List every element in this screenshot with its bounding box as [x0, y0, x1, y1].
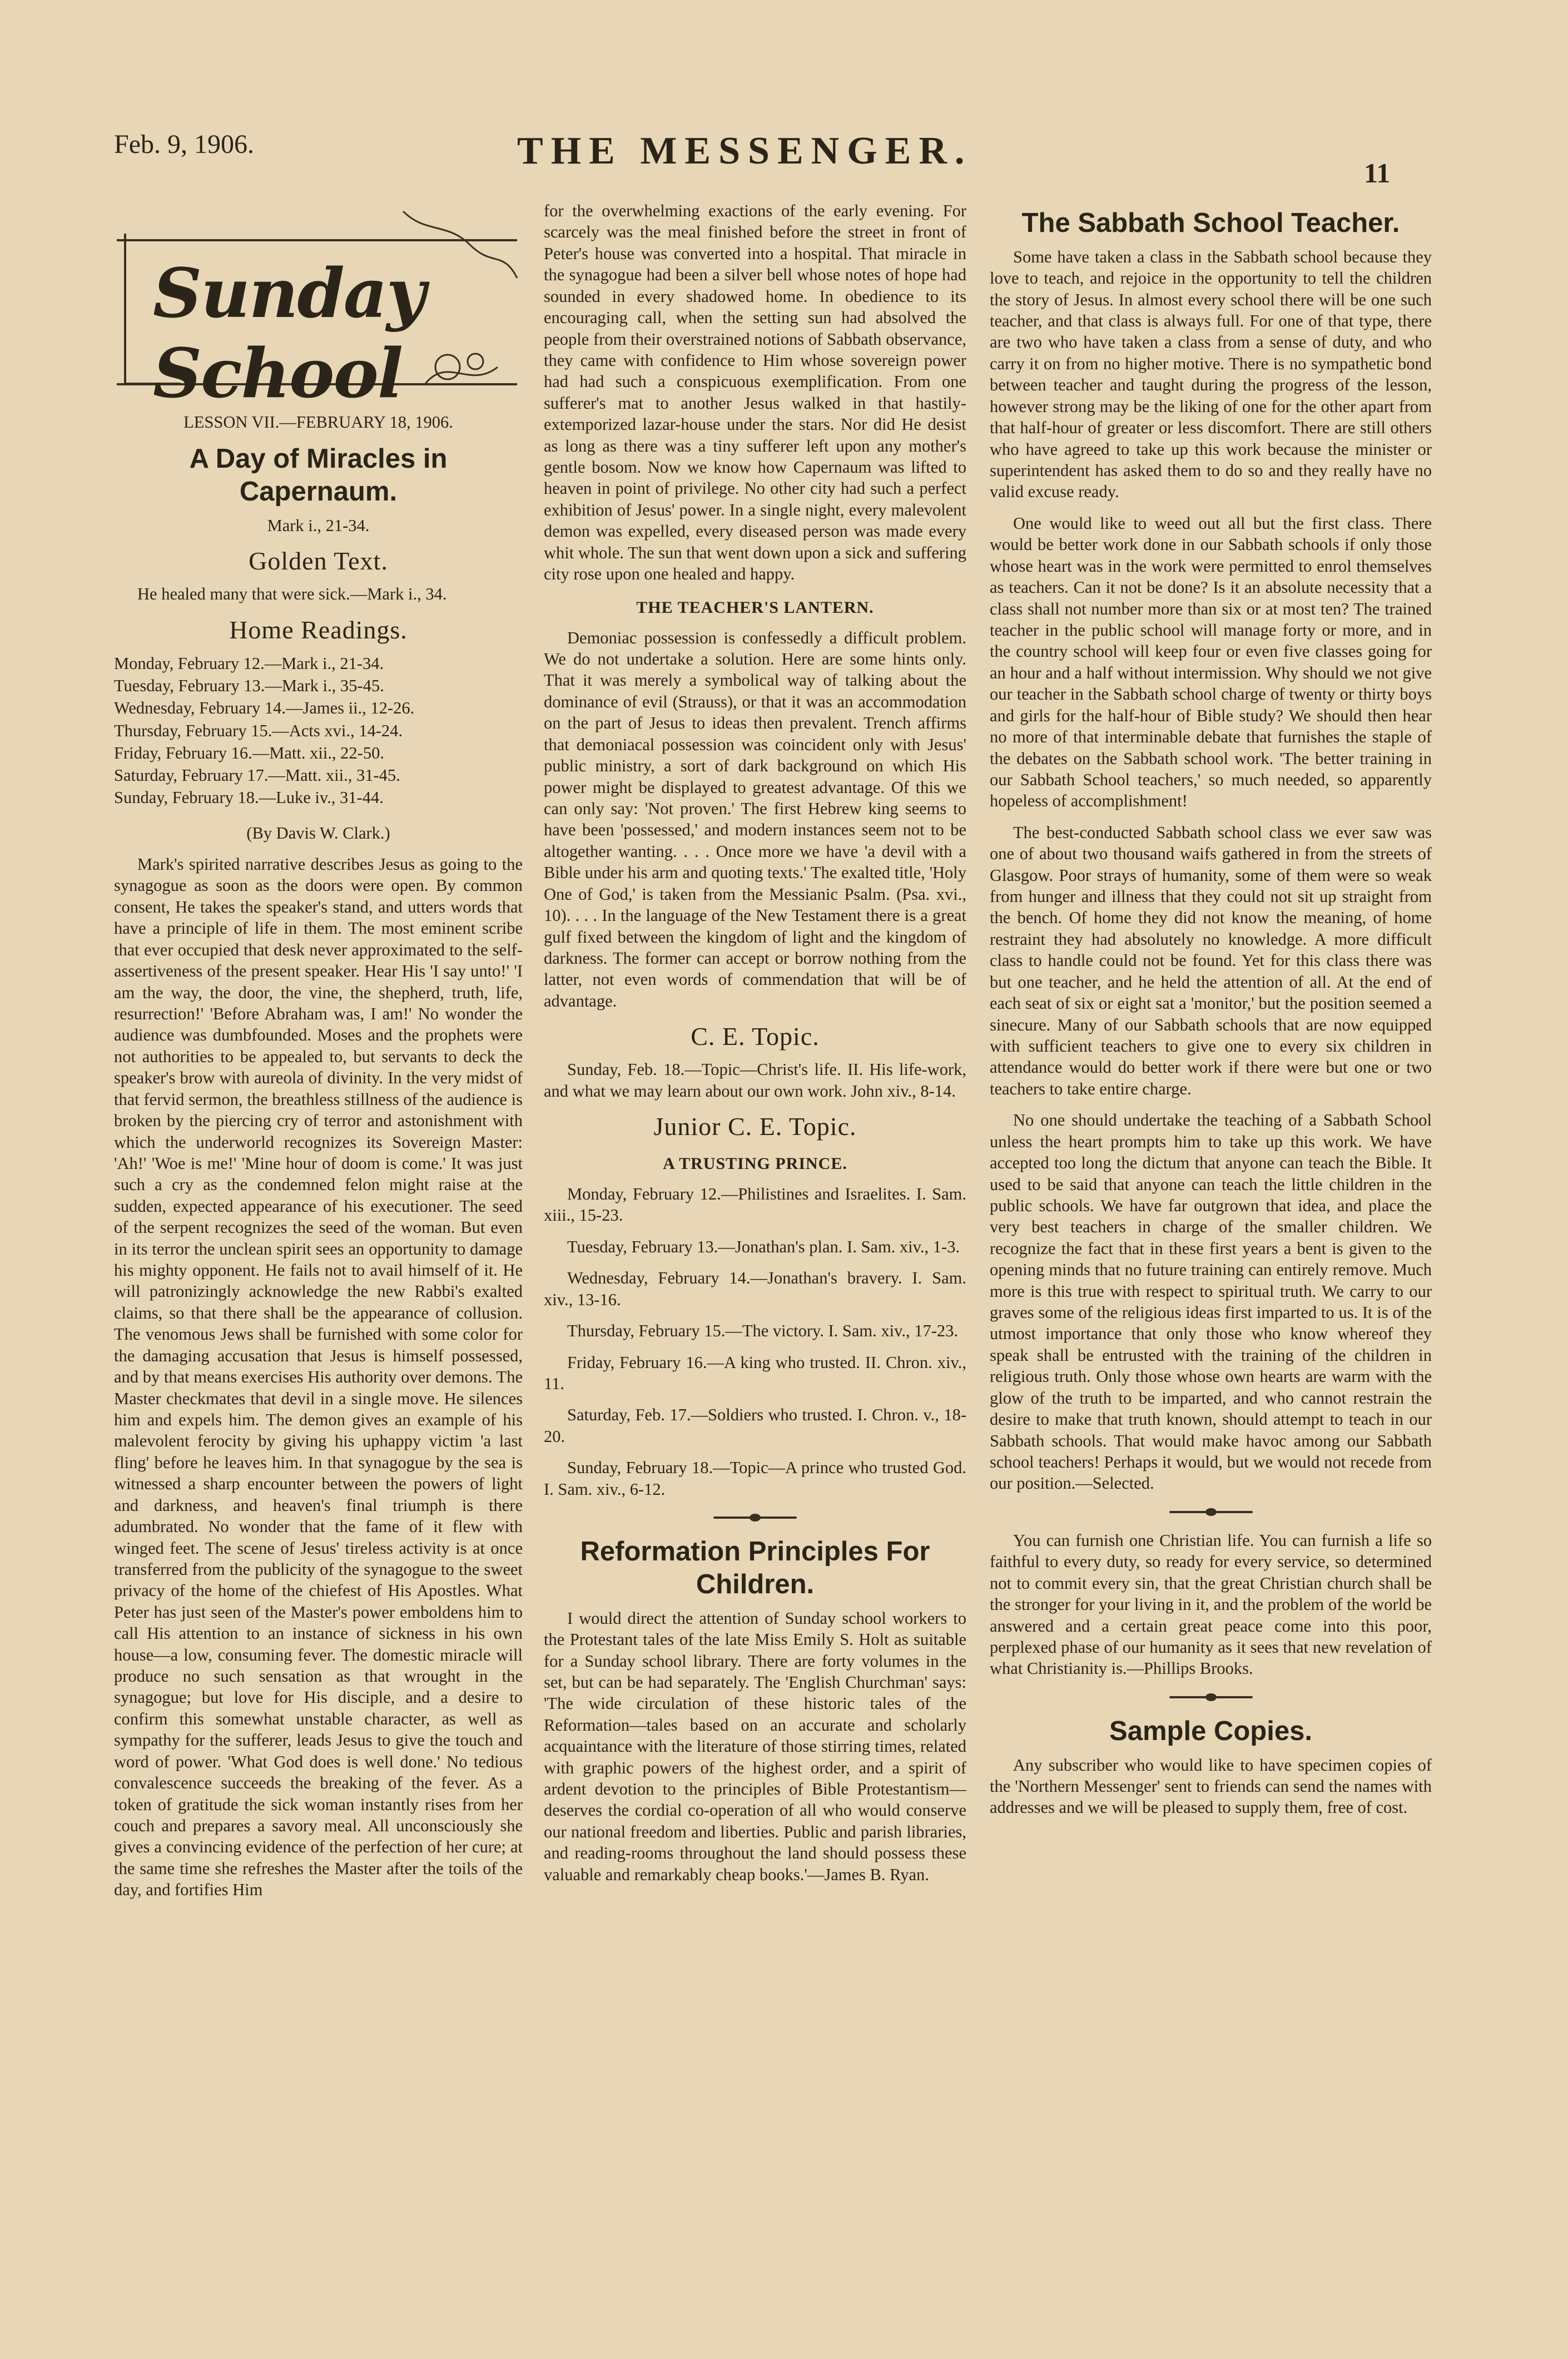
lesson-title: A Day of Miracles in Capernaum. [189, 444, 448, 507]
sabbath-para: One would like to weed out all but the first class. There would be better work done in our Sabbath schools if only those whose heart was in the work were permitted to enrol themselves as teachers. Can it not be done? Is it an absolute necessity that a class shall not number more than six or at most ten? The trained teacher in the public school will manage forty or more, and in the country school will keep four or even five classes going for an hour and a half without intermission. Why should we not give our teacher in the Sabbath school charge of twenty or thirty boys and girls for the half-hour of Bible study? We should then hear no more of that interminable debate that furnishes the staple of the debates on the Sabbath school work. 'The better training in our Sabbath School teachers,' so much needed, so apparently hopeless of accomplishment! [990, 513, 1432, 811]
junior-item: Saturday, Feb. 17.—Soldiers who trusted. I. Chron. v., 18-20. [544, 1405, 966, 1446]
ce-topic-heading: C. E. Topic. [691, 1022, 820, 1051]
junior-item: Sunday, February 18.—Topic—A prince who trusted God. I. Sam. xiv., 6-12. [544, 1458, 966, 1499]
sabbath-teacher-heading: The Sabbath School Teacher. [1021, 208, 1400, 238]
sunday-school-logo [114, 200, 523, 413]
logo-text: Sunday School [153, 253, 425, 413]
sabbath-para: The best-conducted Sabbath school class we ever saw was one of about two thousand waifs gathered in from the streets of Glasgow. Poor strays of humanity, some of them were so weak from hunger and illness that they could not sit up straight from the bench. Of home they did not know the meaning, of home restraint they had absolutely no knowledge. A more difficult class to handle could not be found. Yet for this class there was but one teacher, and he held the attention of all. At the end of each seat of six or eight sat a 'monitor,' but the position seemed a sinecure. Many of our Sabbath schools that are now equipped with sufficient teachers to give one to every six children in attendance would do better work if there were but one or two teachers to take entire charge. [990, 822, 1432, 1098]
home-readings-heading: Home Readings. [229, 615, 408, 644]
junior-item: Tuesday, February 13.—Jonathan's plan. I. Sam. xiv., 1-3. [567, 1237, 960, 1256]
reformation-body: I would direct the attention of Sunday school workers to the Protestant tales of the late Miss Emily S. Holt as suitable for a Sunday school library. There are forty volumes in the set, but can be had separately. The 'English Churchman' says: 'The wide circulation of these historic tales of the Reformation—tales based on an accurate and scholarly acquaintance with the literature of those stirring times, related with graphic powers of the highest order, and a spirit of ardent devotion to the principles of Bible Protestantism—deserves the cordial co-operation of all who would conserve our national freedom and liberties. Public and parish libraries, and reading-rooms throughout the land should possess these valuable and remarkably cheap books.'—James B. Ryan. [544, 1608, 966, 1884]
section-divider [713, 1516, 797, 1519]
scripture-ref: Mark i., 21-34. [267, 516, 370, 536]
reading-item: Monday, February 12.—Mark i., 21-34. [114, 653, 384, 673]
reading-item: Friday, February 16.—Matt. xii., 22-50. [114, 743, 384, 762]
section-divider [1169, 1696, 1253, 1698]
golden-text: He healed many that were sick.—Mark i., 34. [137, 584, 447, 604]
lantern-heading: THE TEACHER'S LANTERN. [636, 598, 874, 617]
newspaper-title: THE MESSENGER. [517, 130, 972, 172]
byline: (By Davis W. Clark.) [246, 823, 390, 842]
issue-date: Feb. 9, 1906. [114, 130, 254, 159]
junior-item: Friday, February 16.—A king who trusted. II. Chron. xiv., 11. [544, 1352, 966, 1393]
sample-copies-heading: Sample Copies. [1109, 1716, 1312, 1746]
sample-copies-text: Any subscriber who would like to have specimen copies of the 'Northern Messenger' sent to friends can send the names with addresses and we will be pleased to supply them, free of cost. [990, 1755, 1432, 1817]
junior-item: Wednesday, February 14.—Jonathan's bravery. I. Sam. xiv., 13-16. [544, 1268, 966, 1309]
sabbath-para: No one should undertake the teaching of a Sabbath School unless the heart prompts him to take up this work. We have accepted too long the dictum that anyone can teach the Bible. It used to be said that anyone can teach the little children in the public schools. We have far outgrown that idea, and place the very best teachers in charge of the smaller children. We recognize the fact that in these first years a bent is given to the opening minds that no future training can entirely remove. Much more is this true with respect to spiritual truth. We carry to our graves some of the religious ideas first imparted to us. It is of the utmost importance that only those who know whereof they speak shall be entrusted with the training of the children in religious truth. Only those whose own hearts are warm with the glow of the truth to be imparted, and who cannot restrain the desire to make that truth known, should attempt to teach in our Sabbath schools. That would make havoc among our Sabbath school teachers! Perhaps it would, but we would not recede from our position.—Selected. [990, 1111, 1432, 1493]
lesson-body: Mark's spirited narrative describes Jesus as going to the synagogue as soon as the doors were open. By common consent, He takes the speaker's stand, and utters words that have a principle of life in them. The most eminent scribe that ever occupied that desk never approximated to the self-assertiveness of the present speaker. Hear His 'I say unto!' 'I am the way, the door, the vine, the shepherd, truth, life, resurrection!' 'Before Abraham was, I am!' No wonder the audience was dumbfounded. Moses and the prophets were not authorities to be appealed to, but servants to deck the speaker's brow with aureola of divinity. In the very midst of that fervid sermon, the breathless stillness of the audience is broken by the piercing cry of terror and astonishment with which the underworld recognizes its Sovereign Master: 'Ah!' 'Woe is me!' 'Mine hour of doom is come.' It was just such a cry as the condemned felon might raise at the sudden, expected appearance of his executioner. The seed of the serpent recognizes the seed of the woman. But even in its terror the unclean spirit sees an opportunity to damage his mighty opponent. He fails not to avail himself of it. He will patronizingly acknowledge the new Rabbi's exalted claims, so that there shall be the appearance of collusion. The venomous Jews shall be furnished with some color for the damaging accusation that Jesus is himself possessed, and by that means exercises His authority over demons. The Master checkmates that devil in a single move. He silences him and expels him. The demon gives an example of his malevolent ferocity by giving his uphappy victim 'a last fling' before he leaves him. In that synagogue by the sea is witnessed a sharp encounter between the powers of light and darkness, and heaven's final triumph is there adumbrated. No wonder that the fame of it flew with winged feet. The scene of Jesus' tireless activity is at once transferred from the publicity of the synagogue to the sweet privacy of the home of the chiefest of His Apostles. What Peter has just seen of the Master's power emboldens him to call His attention to an instance of sickness in his own house—a low, consuming fever. The domestic miracle will produce no such sensation as that wrought in the synagogue; but love for His disciple, and a desire to confirm this somewhat unstable character, as well as sympathy for the sufferer, leads Jesus to give the touch and word of power. 'What God does is well done.' No tedious convalescence succeeds the breaking of the fever. As a token of gratitude the sick woman instantly rises from her couch and prepares a savory meal. All unconsciously she gives a convincing evidence of the perfection of her cure; at the same time she refreshes the Master after the toils of the day, and fortifies Him [114, 855, 523, 1900]
lesson-body-continued: for the overwhelming exactions of the early evening. For scarcely was the meal finished before the street in front of Peter's house was converted into a hospital. That miracle in the synagogue had been a silver bell whose notes of hope had sounded in every shadowed home. In obedience to its encouraging call, when the setting sun had absolved the people from their overstrained notions of Sabbath observance, they came with confidence to Him whose sovereign power had had such a conspicuous exemplification. From one sufferer's mat to another Jesus walked in that hastily-extemporized lazar-house under the stars. Nor did He desist as long as there was a tiny sufferer left upon any mother's gentle bosom. Now we know how Capernaum was lifted to heaven in point of privilege. No other city had such a perfect exhibition of Jesus' power. In a single night, every malevolent demon was expelled, every diseased person was made every whit whole. The sun that went down upon a sick and suffering city rose upon one healed and happy. [544, 201, 966, 584]
golden-text-heading: Golden Text. [249, 547, 388, 576]
reading-item: Thursday, February 15.—Acts xvi., 14-24. [114, 721, 403, 740]
junior-item: Monday, February 12.—Philistines and Israelites. I. Sam. xiii., 15-23. [544, 1185, 966, 1225]
junior-ce-heading: Junior C. E. Topic. [653, 1112, 857, 1141]
reading-item: Saturday, February 17.—Matt. xii., 31-45. [114, 766, 400, 785]
sabbath-para: Some have taken a class in the Sabbath school because they love to teach, and rejoice in the opportunity to tell the children the story of Jesus. In almost every school there will be one such teacher, and that class is always full. For one of that type, there are two who have taken a class from a sense of duty, and who carry it on from no higher motive. There is no sympathetic bond between teacher and taught during the progress of the lesson, however strong may be the liking of one for the other apart from that half-hour of greater or less discomfort. There are still others who have agreed to take up this work because the minister or superintendent has asked them to do so and they really have no valid excuse ready. [990, 247, 1432, 502]
section-divider [1169, 1511, 1253, 1513]
lesson-line: LESSON VII.—FEBRUARY 18, 1906. [183, 413, 453, 432]
ce-topic-text: Sunday, Feb. 18.—Topic—Christ's life. II. His life-work, and what we may learn about our own work. John xiv., 8-14. [544, 1060, 966, 1101]
junior-item: Thursday, February 15.—The victory. I. Sam. xiv., 17-23. [567, 1321, 959, 1341]
lantern-body: Demoniac possession is confessedly a difficult problem. We do not undertake a solution. Here are some hints only. That it was merely a symbolical way of talking about the dominance of evil (Strauss), or that it was an accommodation on the part of Jesus to ideas then prevalent. Trench affirms that demoniacal possession was coincident only with Jesus' public ministry, a sort of dark background on which His power might be displayed to greatest advantage. Of this we can only say: 'Not proven.' The first Hebrew king seems to have been 'possessed,' and modern instances seem not to be altogether wanting. . . . Once more we have 'a devil with a Bible under his arm and quoting texts.' The exalted title, 'Holy One of God,' is taken from the Messianic Psalm. (Psa. xvi., 10). . . . In the language of the New Testament there is a great gulf fixed between the kingdom of light and the kingdom of darkness. The former can accept or borrow nothing from the latter, not even words of commendation that will be of advantage. [544, 628, 966, 1010]
reading-item: Sunday, February 18.—Luke iv., 31-44. [114, 788, 384, 807]
reading-item: Wednesday, February 14.—James ii., 12-26. [114, 698, 415, 718]
column-2 [544, 200, 966, 1895]
reformation-heading: Reformation Principles For Children. [580, 1537, 930, 1599]
column-3 [990, 200, 1432, 1828]
column-1 [114, 200, 523, 1911]
home-readings-list [114, 652, 523, 809]
junior-ce-subheading: A TRUSTING PRINCE. [663, 1154, 847, 1173]
brooks-quote: You can furnish one Christian life. You can furnish a life so faithful to every duty, so ready for every service, so determined not to commit every sin, that the great Christian church shall be the stronger for your living in it, and the problem of the world be answered and a certain great peace come into this poor, perplexed phase of our humanity as it sees that new revelation of what Christianity is.—Phillips Brooks. [990, 1530, 1432, 1678]
reading-item: Tuesday, February 13.—Mark i., 35-45. [114, 676, 384, 696]
page-number: 11 [1364, 157, 1391, 189]
